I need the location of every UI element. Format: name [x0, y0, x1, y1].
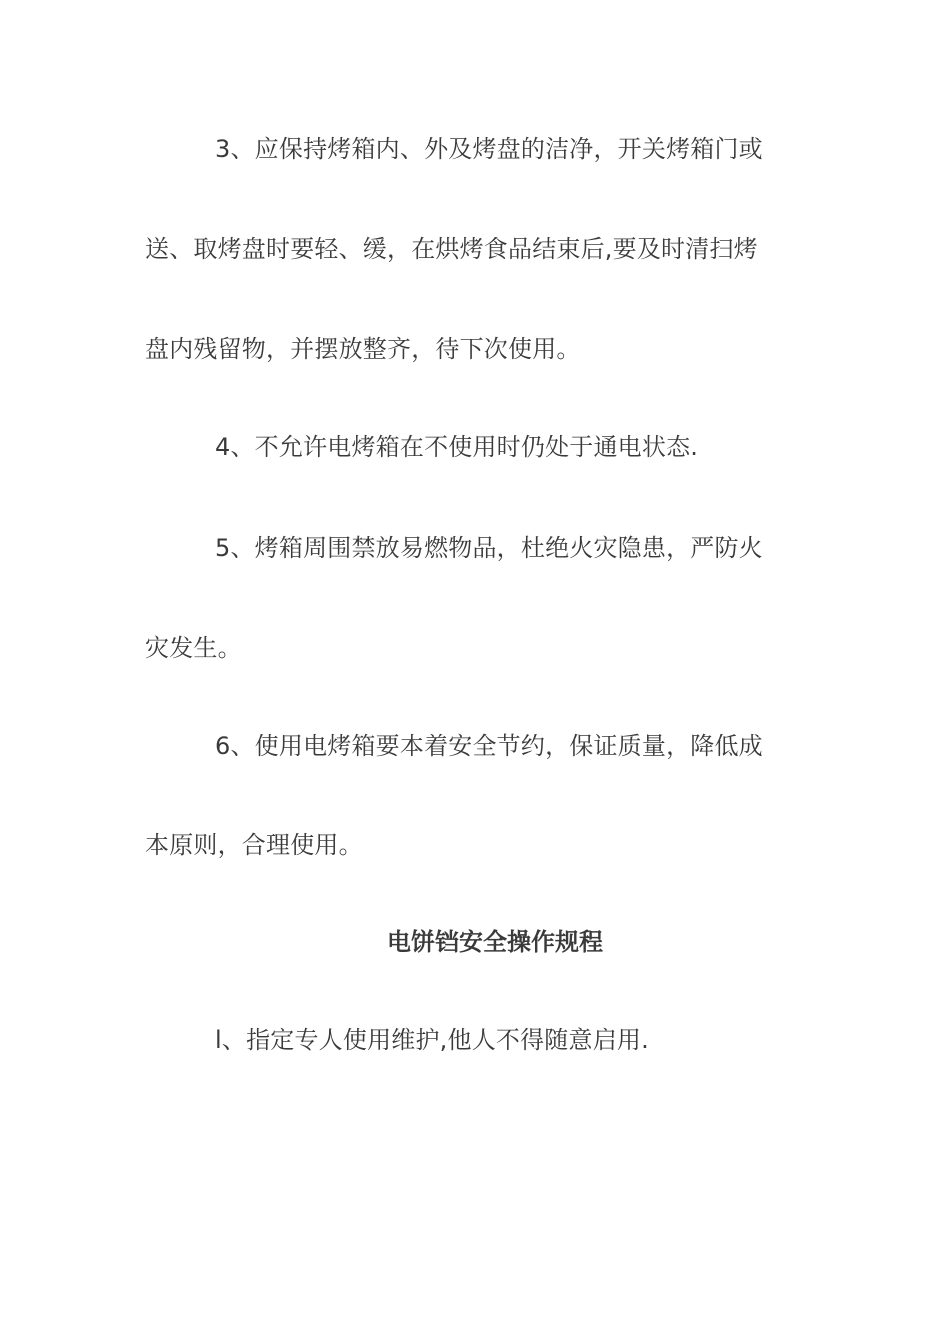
paragraph-5-line-1: 5、烤箱周围禁放易燃物品，杜绝火灾隐患，严防火 — [215, 534, 763, 562]
paragraph-3-line-1: 3、应保持烤箱内、外及烤盘的洁净，开关烤箱门或 — [215, 135, 763, 163]
section-heading: 电饼铛安全操作规程 — [387, 928, 603, 956]
paragraph-6-line-2: 本原则，合理使用。 — [145, 831, 363, 859]
paragraph-4-line-1: 4、不允许电烤箱在不使用时仍处于通电状态. — [215, 433, 699, 461]
paragraph-6-line-1: 6、使用电烤箱要本着安全节约，保证质量，降低成 — [215, 732, 763, 760]
paragraph-3-line-2: 送、取烤盘时要轻、缓，在烘烤食品结束后,要及时清扫烤 — [145, 235, 758, 263]
section-paragraph-1: l、指定专人使用维护,他人不得随意启用. — [215, 1026, 649, 1054]
paragraph-5-line-2: 灾发生。 — [145, 634, 242, 662]
paragraph-3-line-3: 盘内残留物，并摆放整齐，待下次使用。 — [145, 335, 581, 363]
